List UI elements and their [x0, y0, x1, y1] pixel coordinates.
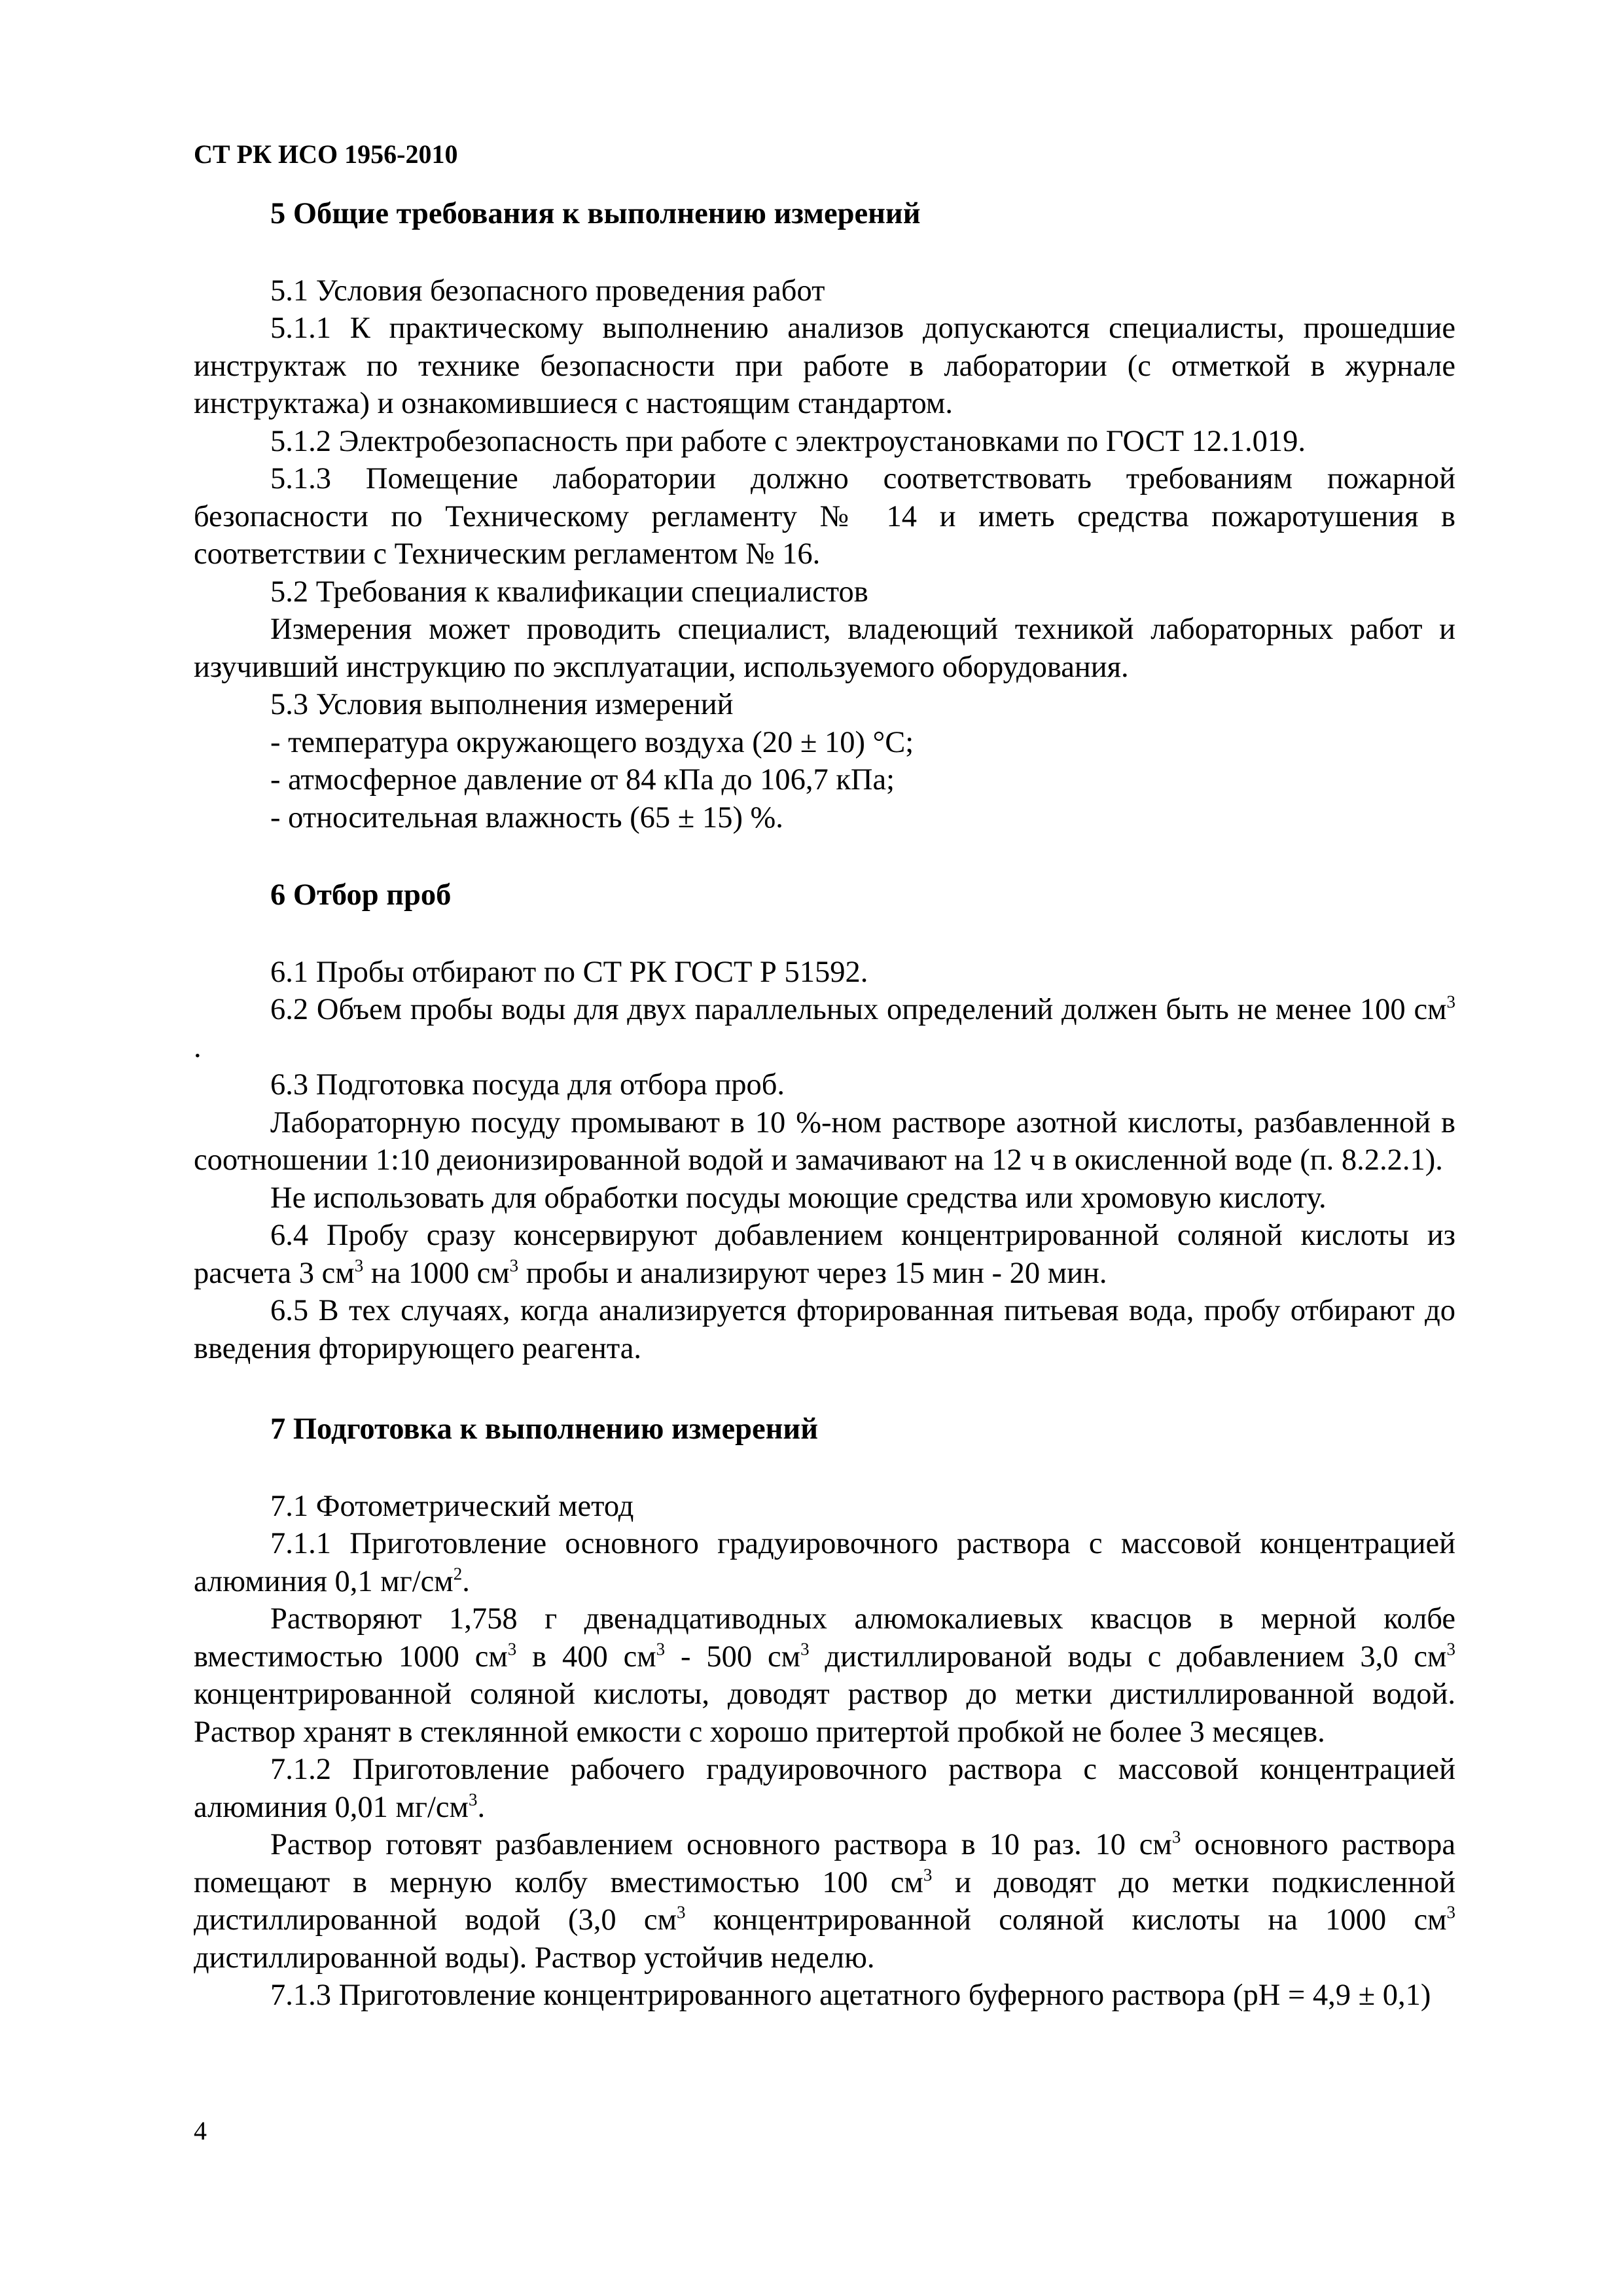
superscript: 3 [468, 1789, 478, 1809]
superscript: 3 [1446, 1902, 1455, 1922]
text-run: Раствор готовят разбавлением основного раствора в 10 раз. 10 см [270, 1828, 1172, 1861]
text-run: Растворяют 1,758 г двенадцативодных алюмокалиевых квасцов в мерной колбе вместимостью 1000 см [194, 1602, 1455, 1674]
text-run: дистиллированной воды). Раствор устойчив неделю. [194, 1941, 875, 1975]
page-number: 4 [194, 2116, 207, 2145]
text-run: 6.2 Объем пробы воды для двух параллельных определений должен быть не менее 100 см [270, 993, 1447, 1026]
condition-pressure: - атмосферное давление от 84 кПа до 106,7 кПа; [270, 763, 895, 797]
paragraph-7-1-1 [194, 1525, 1455, 1600]
paragraph-7-1: 7.1 Фотометрический метод [270, 1489, 634, 1523]
condition-temperature: - температура окружающего воздуха (20 ± 10) °С; [270, 725, 914, 759]
section-5-heading: 5 Общие требования к выполнению измерений [270, 197, 921, 230]
section-7-heading: 7 Подготовка к выполнению измерений [270, 1412, 818, 1446]
paragraph-5-1-1: 5.1.1 К практическому выполнению анализов допускаются специалисты, прошедшие инструктаж по технике безопасности при работе в лаборатории (с отметкой в журнале инструктажа) и ознакомившиеся с настоящим стандартом. [194, 312, 1455, 420]
superscript: 3 [656, 1638, 666, 1659]
text-run: концентрированной соляной кислоты, доводят раствор до метки дистиллированной водой. Раствор хранят в стеклянной емкости с хорошо притертой пробкой не более 3 месяцев. [194, 1677, 1455, 1749]
paragraph-5-2: 5.2 Требования к квалификации специалистов [270, 575, 868, 609]
text-run: концентрированной соляной кислоты на 1000 см [685, 1903, 1447, 1937]
text-run: дистиллированой воды с добавлением 3,0 см [809, 1640, 1447, 1674]
text-run: на 1000 см [363, 1256, 510, 1290]
text-run: . [477, 1790, 486, 1824]
text-run: 7.1.1 Приготовление основного градуировочного раствора с массовой концентрацией алюминия 0,1 мг/см [194, 1527, 1455, 1598]
paragraph-5-3: 5.3 Условия выполнения измерений [270, 688, 734, 721]
superscript: 3 [923, 1864, 933, 1884]
text-run: - 500 см [665, 1640, 801, 1674]
section-6-heading: 6 Отбор проб [270, 878, 452, 912]
text-run: основного раствора помещают в мерную колбу вместимостью 100 см [194, 1828, 1455, 1899]
superscript: 3 [1446, 1638, 1455, 1659]
paragraph-6-3-text: Лабораторную посуду промывают в 10 %-ном растворе азотной кислоты, разбавленной в соотношении 1:10 деионизированной водой и замачивают на 12 ч в окисленной воде (п. 8.2.2.1). [194, 1105, 1455, 1177]
superscript: 3 [354, 1255, 364, 1275]
paragraph-7-1-1-text [194, 1600, 1455, 1751]
superscript: 3 [800, 1638, 810, 1659]
superscript: 3 [677, 1902, 686, 1922]
text-run: . [462, 1564, 470, 1598]
paragraph-5-2-text: Измерения может проводить специалист, владеющий техникой лабораторных работ и изучивший инструкцию по эксплуатации, используемого оборудования. [194, 613, 1455, 684]
paragraph-6-3-note: Не использовать для обработки посуды моющие средства или хромовую кислоту. [270, 1181, 1327, 1215]
paragraph-7-1-2-text [194, 1826, 1455, 1977]
paragraph-6-2 [194, 991, 1455, 1066]
paragraph-5-1: 5.1 Условия безопасного проведения работ [270, 274, 825, 308]
text-run: в 400 см [516, 1640, 656, 1674]
text-run: 7.1.2 Приготовление рабочего градуировочного раствора с массовой концентрацией алюминия 0,01 мг/см [194, 1753, 1455, 1824]
superscript: 3 [509, 1255, 519, 1275]
document-body [194, 195, 1455, 2015]
superscript: 3 [507, 1638, 517, 1659]
superscript: 3 [1446, 992, 1455, 1012]
paragraph-6-1: 6.1 Пробы отбирают по СТ РК ГОСТ Р 51592. [270, 955, 868, 989]
paragraph-5-1-2: 5.1.2 Электробезопасность при работе с электроустановками по ГОСТ 12.1.019. [270, 424, 1306, 458]
condition-humidity: - относительная влажность (65 ± 15) %. [270, 800, 783, 834]
paragraph-5-1-3: 5.1.3 Помещение лаборатории должно соответствовать требованиям пожарной безопасности по Техническому регламенту № 14 и иметь средства пожаротушения в соответствии с Техническим регламентом № 16. [194, 462, 1455, 571]
paragraph-6-3: 6.3 Подготовка посуда для отбора проб. [270, 1068, 785, 1102]
paragraph-7-1-2 [194, 1751, 1455, 1826]
paragraph-7-1-3: 7.1.3 Приготовление концентрированного ацетатного буферного раствора (рН = 4,9 ± 0,1) [270, 1979, 1431, 2012]
text-run: пробы и анализируют через 15 мин - 20 мин. [518, 1256, 1107, 1290]
superscript: 2 [453, 1563, 463, 1583]
text-run: 6.4 Пробу сразу консервируют добавлением концентрированной соляной кислоты из расчета 3 см [194, 1219, 1455, 1290]
text-run: . [194, 1030, 202, 1064]
paragraph-6-5: 6.5 В тех случаях, когда анализируется фторированная питьевая вода, пробу отбирают до введения фторирующего реагента. [194, 1294, 1455, 1365]
text-run: и доводят до метки подкисленной дистиллированной водой (3,0 см [194, 1865, 1455, 1937]
paragraph-6-4 [194, 1217, 1455, 1292]
running-header: СТ РК ИСО 1956-2010 [194, 139, 458, 169]
superscript: 3 [1171, 1827, 1181, 1847]
